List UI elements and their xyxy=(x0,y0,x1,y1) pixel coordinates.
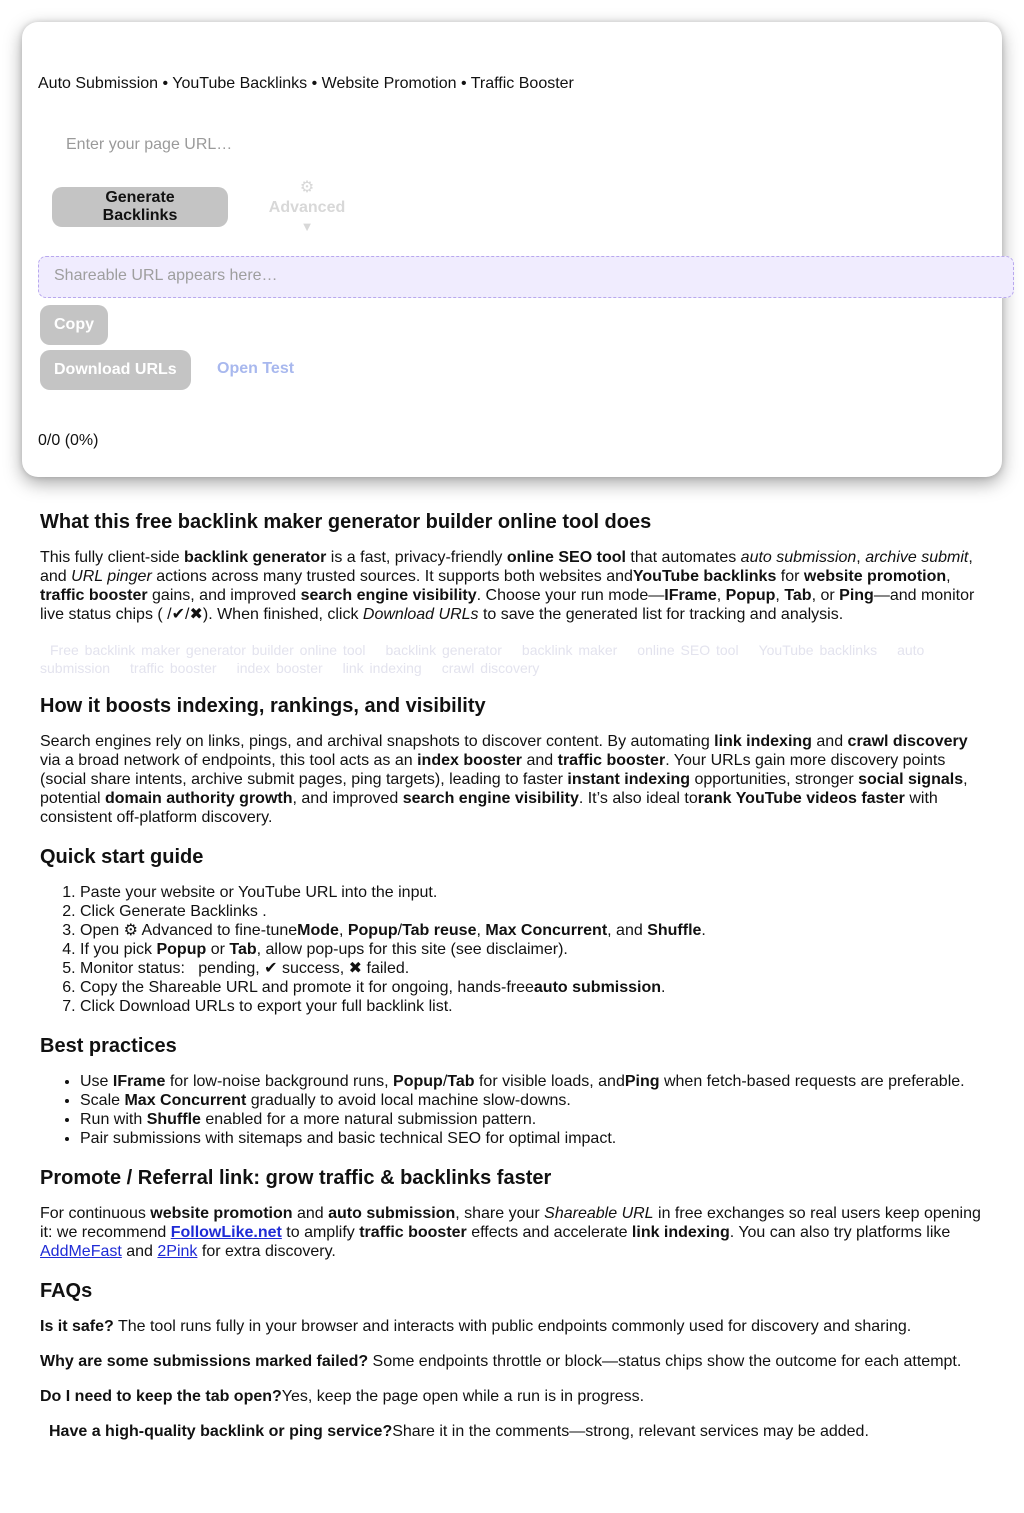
keyword-tag: traffic booster xyxy=(130,660,217,676)
list-item: 2. Click Generate Backlinks . xyxy=(80,902,985,921)
chevron-down-icon: ▼ xyxy=(300,219,314,234)
list-item: • Run with Shuffle enabled for a more natural submission pattern. xyxy=(80,1110,985,1129)
open-test-link[interactable]: Open Test xyxy=(217,360,295,377)
section-how-text: Search engines rely on links, pings, and archival snapshots to discover content. By automating link indexing and crawl discovery via a broad network of endpoints, this tool acts as an index booster and traffic booster. Your URLs gain more discovery points (social share intents, archive submit pages, ping targets), leading to faster instant indexing opportunities, stronger social signals, potential domain authority growth, and improved search engine visibility. It’s also ideal torank YouTube videos faster with consistent off-platform discovery. xyxy=(40,733,968,826)
list-item: 6. Copy the Shareable URL and promote it for ongoing, hands-freeauto submission. xyxy=(80,978,985,997)
keyword-tag: Free backlink maker generator builder online tool xyxy=(50,642,366,658)
keyword-tag: backlink maker xyxy=(521,642,618,658)
list-item: 3. Open ⚙ Advanced to fine-tuneMode, Popup/Tab reuse, Max Concurrent, and Shuffle. xyxy=(80,921,985,940)
faq-item: Do I need to keep the tab open?Yes, keep the page open while a run is in progress. xyxy=(40,1388,645,1405)
progress-counter: 0/0 (0%) xyxy=(38,432,99,449)
keyword-tag: YouTube backlinks xyxy=(758,642,878,658)
section-how-title: How it boosts indexing, rankings, and visibility xyxy=(40,695,486,717)
advanced-toggle[interactable] xyxy=(260,178,354,236)
section-quick-title: Quick start guide xyxy=(40,846,204,868)
keyword-tag: crawl discovery xyxy=(441,660,540,676)
url-input[interactable] xyxy=(52,128,480,162)
section-faq-title: FAQs xyxy=(40,1280,93,1302)
section-promote-title: Promote / Referral link: grow traffic & backlinks faster xyxy=(40,1167,552,1189)
faq-item: Is it safe? The tool runs fully in your browser and interacts with public endpoints commonly used for discovery and sharing. xyxy=(40,1318,912,1335)
list-item: 4. If you pick Popup or Tab, allow pop-ups for this site (see disclaimer). xyxy=(80,940,985,959)
2pink-link[interactable]: 2Pink xyxy=(157,1243,198,1260)
advanced-label: ⚙ Advanced xyxy=(268,179,346,216)
list-item: • Pair submissions with sitemaps and basic technical SEO for optimal impact. xyxy=(80,1129,985,1148)
section-what-title: What this free backlink maker generator builder online tool does xyxy=(40,511,652,533)
keyword-tag: backlink generator xyxy=(385,642,502,658)
copy-button[interactable]: Copy xyxy=(40,305,108,345)
shareable-url-field[interactable]: Shareable URL appears here… xyxy=(38,256,1014,298)
addmefast-link[interactable]: AddMeFast xyxy=(40,1243,122,1260)
faq-item: Why are some submissions marked failed? Some endpoints throttle or block—status chips show the outcome for each attempt. xyxy=(40,1353,962,1370)
keyword-tag: link indexing xyxy=(342,660,422,676)
generate-backlinks-button[interactable]: Generate Backlinks xyxy=(52,187,228,227)
generator-panel xyxy=(22,22,1002,477)
section-promote-text: For continuous website promotion and auto submission, share your Shareable URL in free exchanges so real users keep opening it: we recommend FollowLike.net to amplify traffic booster effects and accelerate link indexing. You can also try platforms like AddMeFast and 2Pink for extra discovery. xyxy=(40,1205,981,1260)
list-item: • Use IFrame for low-noise background runs, Popup/Tab for visible loads, andPing when fetch-based requests are preferable. xyxy=(80,1072,985,1091)
download-urls-button[interactable]: Download URLs xyxy=(40,350,191,390)
section-what-text: This fully client-side backlink generator is a fast, privacy-friendly online SEO tool that automates auto submission, archive submit, and URL pinger actions across many trusted sources. It supports both websites andYouTube backlinks for website promotion, traffic booster gains, and improved search engine visibility. Choose your run mode—IFrame, Popup, Tab, or Ping—and monitor live status chips ( /✔/✖). When finished, click Download URLs to save the generated list for tracking and analysis. xyxy=(40,549,975,623)
section-best-title: Best practices xyxy=(40,1035,177,1057)
followlike-link[interactable]: FollowLike.net xyxy=(170,1224,282,1241)
keyword-tags xyxy=(40,641,985,677)
list-item: 1. Paste your website or YouTube URL into the input. xyxy=(80,883,985,902)
keyword-tag: online SEO tool xyxy=(637,642,739,658)
tagline: Auto Submission • YouTube Backlinks • Website Promotion • Traffic Booster xyxy=(38,75,574,92)
faq-item: Have a high-quality backlink or ping service?Share it in the comments—strong, relevant services may be added. xyxy=(49,1423,869,1440)
best-practices-list xyxy=(40,1072,985,1148)
quick-start-list xyxy=(40,883,985,1016)
keyword-tag: index booster xyxy=(236,660,323,676)
article xyxy=(40,510,985,1441)
list-item: 7. Click Download URLs to export your full backlink list. xyxy=(80,997,985,1016)
keyword-tag: auto submission xyxy=(40,642,925,676)
list-item: • Scale Max Concurrent gradually to avoid local machine slow-downs. xyxy=(80,1091,985,1110)
list-item: 5. Monitor status: pending, ✔ success, ✖ failed. xyxy=(80,959,985,978)
